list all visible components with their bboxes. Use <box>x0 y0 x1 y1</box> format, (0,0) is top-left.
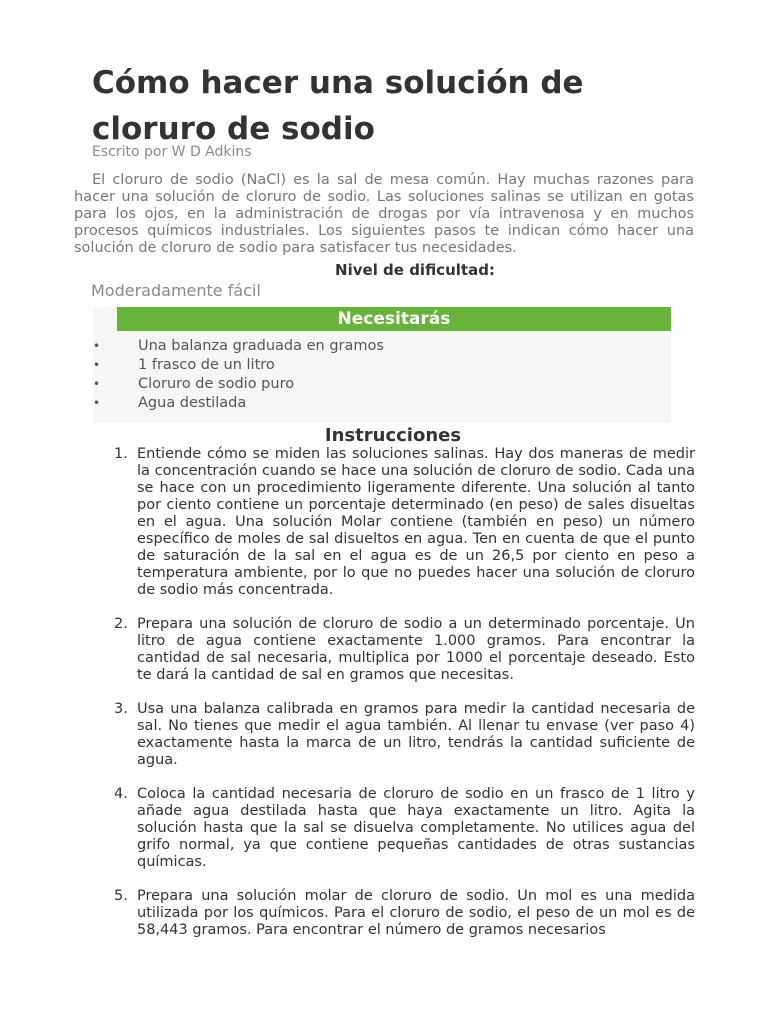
step-number: 5. <box>114 888 128 904</box>
needs-list-item <box>93 356 384 375</box>
difficulty-value: Moderadamente fácil <box>91 281 261 300</box>
instructions-title: Instrucciones <box>324 425 462 446</box>
needs-header: Necesitarás <box>117 307 671 331</box>
needs-list-item <box>93 394 384 413</box>
needs-item-text: Agua destilada <box>138 395 247 411</box>
article-title: Cómo hacer una solución de cloruro de sodio <box>92 65 584 147</box>
bullet-icon: • <box>93 358 101 372</box>
bullet-icon: • <box>93 339 101 353</box>
needs-list-item <box>93 337 384 356</box>
needs-item-text: 1 frasco de un litro <box>138 357 275 373</box>
instruction-step <box>112 888 695 939</box>
step-text: Entiende cómo se miden las soluciones salinas. Hay dos maneras de medir la concentración cuando se hace una solución de cloruro de sodio. Cada una se hace con un procedimiento ligeramente diferente. Una solución al tanto por ciento contiene un porcentaje determinado (en peso) de sales disueltas en el agua. Una solución Molar contiene (también en peso) un número específico de moles de sal disueltos en agua. Ten en cuenta de que el punto de saturación de la sal en el agua es de un 26,5 por ciento en peso a temperatura ambiente, por lo que no puedes hacer una solución de cloruro de sodio más concentrada. <box>137 446 695 598</box>
step-number: 3. <box>114 701 128 717</box>
instruction-step <box>112 786 695 871</box>
step-number: 2. <box>114 616 128 632</box>
instruction-step <box>112 446 695 599</box>
step-text: Usa una balanza calibrada en gramos para medir la cantidad necesaria de sal. No tienes que medir el agua también. Al llenar tu envase (ver paso 4) exactamente hasta la marca de un litro, tendrás la cantidad suficiente de agua. <box>137 701 695 768</box>
instruction-step <box>112 701 695 769</box>
instructions-list <box>112 446 695 956</box>
step-text: Prepara una solución de cloruro de sodio a un determinado porcentaje. Un litro de agua contiene exactamente 1.000 gramos. Para encontrar la cantidad de sal necesaria, multiplica por 1000 el porcentaje deseado. Esto te dará la cantidad de sal en gramos que necesitas. <box>137 616 695 683</box>
step-text: Prepara una solución molar de cloruro de sodio. Un mol es una medida utilizada por los químicos. Para el cloruro de sodio, el peso de un mol es de 58,443 gramos. Para encontrar el número de gramos necesarios <box>137 888 695 938</box>
article-byline: Escrito por W D Adkins <box>92 144 252 160</box>
step-text: Coloca la cantidad necesaria de cloruro de sodio en un frasco de 1 litro y añade agua destilada hasta que haya exactamente un litro. Agita la solución hasta que la sal se disuelva completamente. No utilices agua del grifo normal, ya que contiene pequeñas cantidades de otras sustancias químicas. <box>137 786 695 870</box>
bullet-icon: • <box>93 396 101 410</box>
difficulty-label: Nivel de dificultad: <box>335 261 495 279</box>
needs-list <box>93 337 384 413</box>
instruction-step <box>112 616 695 684</box>
needs-list-item <box>93 375 384 394</box>
bullet-icon: • <box>93 377 101 391</box>
step-number: 1. <box>114 446 128 462</box>
needs-item-text: Cloruro de sodio puro <box>138 376 295 392</box>
step-number: 4. <box>114 786 128 802</box>
needs-item-text: Una balanza graduada en gramos <box>138 338 384 354</box>
article-intro: El cloruro de sodio (NaCl) es la sal de mesa común. Hay muchas razones para hacer una solución de cloruro de sodio. Las soluciones salinas se utilizan en gotas para los ojos, en la administración de drogas por vía intravenosa y en muchos procesos químicos industriales. Los siguientes pasos te indican cómo hacer una solución de cloruro de sodio para satisfacer tus necesidades. <box>74 172 694 256</box>
